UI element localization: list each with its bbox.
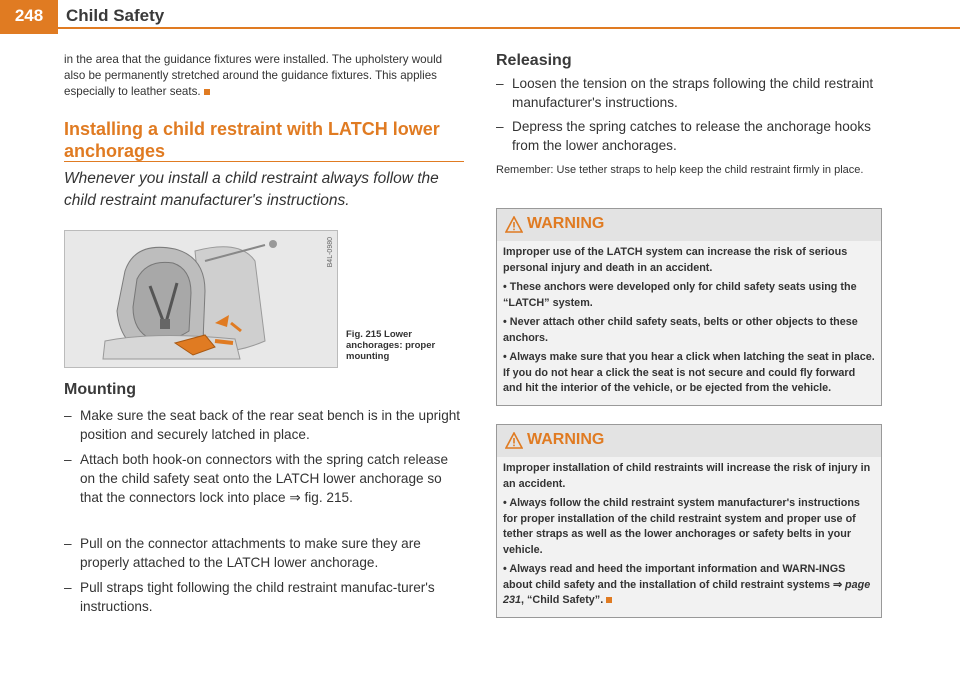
mounting-heading: Mounting — [64, 381, 136, 398]
warning-box-latch — [496, 208, 882, 406]
warning-line: • These anchors were developed only for child safety seats using the “LATCH” system. — [503, 281, 857, 309]
dash-icon: – — [64, 452, 72, 467]
warning-body — [497, 457, 881, 617]
warning-line: • Always make sure that you hear a click when latching the seat in place. If you do not hear a click the seat is not secure and could fly forward and hit the interior of the vehicle, or be ejected from the vehicle. — [503, 351, 875, 394]
warning-triangle-icon — [505, 216, 523, 233]
figure-code: B4L-0980 — [327, 237, 334, 268]
dash-icon: – — [496, 119, 504, 134]
child-seat-illustration — [65, 231, 337, 367]
remember-note: Remember: Use tether straps to help keep the child restraint firmly in place. — [496, 164, 864, 176]
mounting-step — [64, 578, 464, 616]
warning-line-suffix: , “Child Safety”. — [521, 594, 604, 606]
dash-icon: – — [496, 76, 504, 91]
section-heading: Installing a child restraint with LATCH lower anchorages — [64, 119, 440, 161]
mounting-step-text: Make sure the seat back of the rear seat bench is in the upright position and securely latched in place. — [80, 408, 461, 442]
figure-caption: Fig. 215 Lower anchorages: proper mounting — [346, 329, 436, 362]
end-marker-icon — [606, 597, 612, 603]
heading-rule — [64, 161, 464, 162]
continued-paragraph-text: in the area that the guidance fixtures were installed. The upholstery would also be permanently stretched around the guidance fixtures. This applies especially to leather seats. — [64, 53, 443, 98]
section-title: Child Safety — [66, 6, 165, 25]
page-header — [0, 0, 960, 34]
warning-line-text: • Always read and heed the important information and WARN-INGS about child safety and the installation of child restraint systems ⇒ — [503, 563, 846, 591]
continued-paragraph — [64, 52, 464, 100]
warning-title: WARNING — [527, 215, 605, 232]
warning-title: WARNING — [527, 431, 605, 448]
warning-line: Improper use of the LATCH system can increase the risk of serious personal injury and death in an accident. — [503, 246, 848, 274]
dash-icon: – — [64, 580, 72, 595]
page-reference-link[interactable]: page 231 — [503, 578, 871, 606]
end-marker-icon — [204, 89, 210, 95]
releasing-step-text: Depress the spring catches to release the anchorage hooks from the lower anchorages. — [512, 119, 871, 153]
figure-lower-anchorages — [64, 230, 338, 368]
warning-body — [497, 241, 881, 405]
releasing-step — [496, 74, 886, 112]
releasing-heading: Releasing — [496, 52, 572, 69]
warning-line — [503, 562, 875, 609]
warning-line: • Always follow the child restraint system manufacturer's instructions for proper installation of the child restraint system and proper use of tether straps as well as the lower anchorages or safety belts in your vehicle. — [503, 497, 860, 556]
intro-text: Whenever you install a child restraint always follow the child restraint manufacturer's instructions. — [64, 170, 439, 209]
mounting-step-text: Pull straps tight following the child restraint manufac-turer's instructions. — [80, 580, 435, 614]
mounting-step — [64, 450, 464, 507]
mounting-step — [64, 406, 464, 444]
warning-header — [497, 209, 881, 241]
mounting-step-text: Pull on the connector attachments to make sure they are properly attached to the LATCH lower anchorage. — [80, 536, 421, 570]
dash-icon: – — [64, 408, 72, 423]
warning-line: • Never attach other child safety seats, belts or other objects to these anchors. — [503, 316, 858, 344]
warning-header — [497, 425, 881, 457]
warning-triangle-icon — [505, 432, 523, 449]
header-rule — [58, 27, 960, 29]
dash-icon: – — [64, 536, 72, 551]
warning-box-installation — [496, 424, 882, 618]
releasing-step-text: Loosen the tension on the straps following the child restraint manufacturer's instructions. — [512, 76, 874, 110]
mounting-step — [64, 534, 464, 572]
mounting-step-text: Attach both hook-on connectors with the spring catch release on the child safety seat onto the LATCH lower anchorage so that the connectors lock into place ⇒ fig. 215. — [80, 452, 449, 505]
warning-line: Improper installation of child restraints will increase the risk of injury in an accident. — [503, 462, 871, 490]
page-number: 248 — [0, 0, 58, 34]
releasing-step — [496, 117, 886, 155]
